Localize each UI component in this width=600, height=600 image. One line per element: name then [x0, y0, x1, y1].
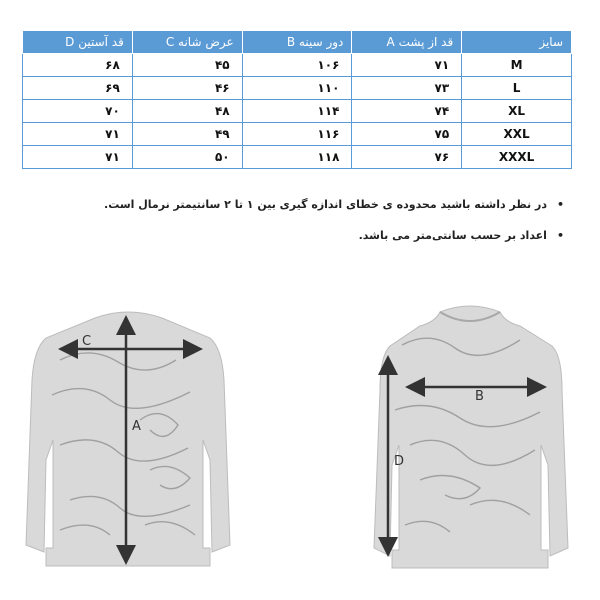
cell-chest: ۱۱۸: [242, 146, 352, 169]
cell-sleeve: ۷۱: [23, 146, 133, 169]
header-back-length: قد از پشت A: [352, 31, 462, 54]
table-row: [23, 77, 572, 100]
cell-chest: ۱۰۶: [242, 54, 352, 77]
size-table: [22, 30, 572, 169]
note-text: در نظر داشته باشید محدوده ی خطای اندازه گیری بین ۱ تا ۲ سانتیمتر نرمال است.: [104, 198, 547, 211]
cell-sleeve: ۷۱: [23, 123, 133, 146]
cell-shoulder: ۴۹: [132, 123, 242, 146]
label-c: C: [82, 334, 92, 349]
cell-size: M: [462, 54, 572, 77]
label-a: A: [132, 419, 141, 434]
note-item: [44, 229, 564, 242]
table-row: [23, 54, 572, 77]
table-row: [23, 146, 572, 169]
header-sleeve: قد آستین D: [23, 31, 133, 54]
cell-chest: ۱۱۰: [242, 77, 352, 100]
cell-size: L: [462, 77, 572, 100]
table-row: [23, 100, 572, 123]
header-size: سایز: [462, 31, 572, 54]
cell-back-length: ۷۴: [352, 100, 462, 123]
cell-chest: ۱۱۴: [242, 100, 352, 123]
note-item: [44, 198, 564, 211]
cell-sleeve: ۶۹: [23, 77, 133, 100]
cell-size: XXXL: [462, 146, 572, 169]
bullet-icon: •: [556, 229, 564, 242]
cell-back-length: ۷۱: [352, 54, 462, 77]
cell-shoulder: ۴۶: [132, 77, 242, 100]
label-d: D: [394, 454, 405, 469]
note-text: اعداد بر حسب سانتی‌متر می باشد.: [358, 229, 547, 242]
cell-sleeve: ۷۰: [23, 100, 133, 123]
cell-size: XL: [462, 100, 572, 123]
header-shoulder: عرض شانه C: [132, 31, 242, 54]
cell-shoulder: ۴۸: [132, 100, 242, 123]
label-b: B: [475, 389, 484, 404]
size-table-container: [22, 30, 572, 169]
cell-back-length: ۷۶: [352, 146, 462, 169]
header-chest: دور سینه B: [242, 31, 352, 54]
notes-list: [44, 198, 564, 260]
table-row: [23, 123, 572, 146]
bullet-icon: •: [556, 198, 564, 211]
sweatshirt-illustration: [0, 290, 600, 590]
front-sweatshirt-body: [374, 306, 568, 568]
cell-size: XXL: [462, 123, 572, 146]
cell-sleeve: ۶۸: [23, 54, 133, 77]
cell-back-length: ۷۵: [352, 123, 462, 146]
sweatshirt-back-view: [26, 312, 230, 566]
cell-back-length: ۷۳: [352, 77, 462, 100]
cell-shoulder: ۴۵: [132, 54, 242, 77]
size-table-header-row: [23, 31, 572, 54]
sweatshirt-front-view: [374, 306, 568, 568]
cell-chest: ۱۱۶: [242, 123, 352, 146]
cell-shoulder: ۵۰: [132, 146, 242, 169]
